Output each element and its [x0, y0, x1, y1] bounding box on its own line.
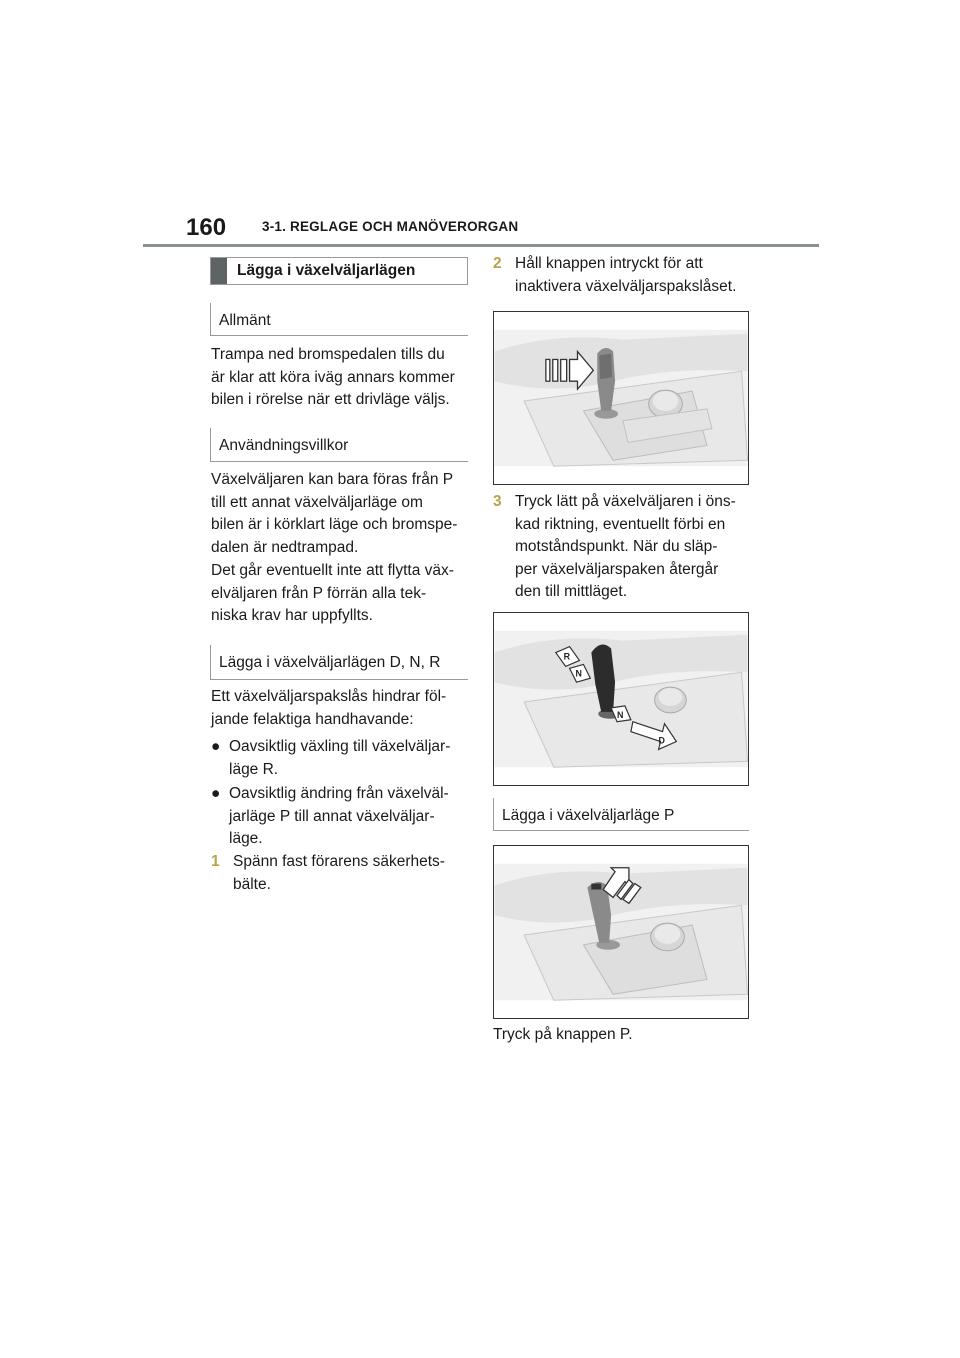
text-line: Oavsiktlig växling till växelväljar- [229, 738, 451, 755]
shift-label-n-down: N [617, 709, 624, 720]
text-line: Trampa ned bromspedalen tills du [211, 346, 445, 363]
text-line: niska krav har uppfyllts. [211, 607, 373, 624]
paragraph-technical [211, 560, 473, 628]
figure-shift-positions [493, 612, 749, 786]
subheading-conditions-text: Användningsvillkor [219, 437, 349, 454]
text-line: bilen är i körklart läge och bromspe- [211, 516, 458, 533]
text-line: dalen är nedtrampad. [211, 538, 359, 556]
subheading-general-text: Allmänt [219, 312, 271, 329]
subheading-dnr [210, 645, 468, 680]
text-line: inaktivera växelväljarspakslåset. [515, 277, 737, 295]
bullet-item [211, 783, 473, 851]
text-line: till ett annat växelväljarläge om [211, 493, 423, 511]
text-line: Växelväljaren kan bara föras från P [211, 471, 454, 488]
figure-park-button [493, 845, 749, 1019]
subheading-park-text: Lägga i växelväljarläge P [502, 807, 675, 824]
shift-label-r: R [563, 651, 571, 662]
step-number: 3 [493, 493, 502, 510]
paragraph-brake [211, 344, 473, 412]
text-line: bälte. [233, 875, 271, 893]
text-line: elväljaren från P förrän alla tek- [211, 584, 427, 602]
figure-park-illustration [494, 846, 748, 1018]
header-divider [143, 244, 819, 247]
text-line: är klar att köra iväg annars kommer [211, 368, 455, 386]
step-item [211, 851, 473, 897]
paragraph-lock [211, 686, 473, 731]
paragraph-conditions [211, 469, 473, 559]
subheading-conditions [210, 428, 468, 462]
text-line: Spänn fast förarens säkerhets- [233, 853, 445, 870]
figure-unlock-illustration [494, 312, 748, 484]
text-line: läge R. [229, 760, 279, 778]
heading-bar [211, 258, 227, 284]
shift-label-n-up: N [575, 668, 582, 679]
page-number: 160 [186, 214, 227, 241]
text-line: Håll knappen intryckt för att [515, 255, 703, 272]
text-line: den till mittläget. [515, 583, 627, 600]
bullet-icon: ● [211, 785, 221, 802]
shift-label-d: D [658, 735, 665, 746]
text-line: läge. [229, 830, 263, 847]
step-item [493, 491, 759, 605]
section-heading-text: Lägga i växelväljarlägen [237, 262, 416, 279]
subheading-dnr-text: Lägga i växelväljarlägen D, N, R [219, 654, 441, 671]
figure-shift-illustration [494, 613, 748, 785]
step-number: 1 [211, 853, 220, 870]
text-line: bilen i rörelse när ett drivläge väljs. [211, 391, 450, 408]
text-line: Oavsiktlig ändring från växelväl- [229, 785, 449, 802]
chapter-title: 3-1. REGLAGE OCH MANÖVERORGAN [262, 219, 519, 234]
text-line: Det går eventuellt inte att flytta väx- [211, 562, 454, 579]
text-line: Ett växelväljarspakslås hindrar föl- [211, 688, 447, 705]
subheading-general [210, 303, 468, 336]
step-number: 2 [493, 255, 502, 272]
text-line: jande felaktiga handhavande: [211, 710, 414, 728]
text-line: per växelväljarspaken återgår [515, 560, 719, 578]
step-item [493, 253, 759, 299]
section-heading [210, 257, 468, 285]
text-line: motståndspunkt. När du släp- [515, 538, 718, 555]
text-line: kad riktning, eventuellt förbi en [515, 515, 726, 533]
figure-unlock-button [493, 311, 749, 485]
bullet-item [211, 736, 473, 782]
text-line: jarläge P till annat växelväljar- [229, 807, 435, 825]
text-line: Tryck lätt på växelväljaren i öns- [515, 493, 736, 510]
caption-press-p: Tryck på knappen P. [493, 1026, 633, 1043]
subheading-park [493, 798, 749, 831]
bullet-icon: ● [211, 738, 221, 755]
